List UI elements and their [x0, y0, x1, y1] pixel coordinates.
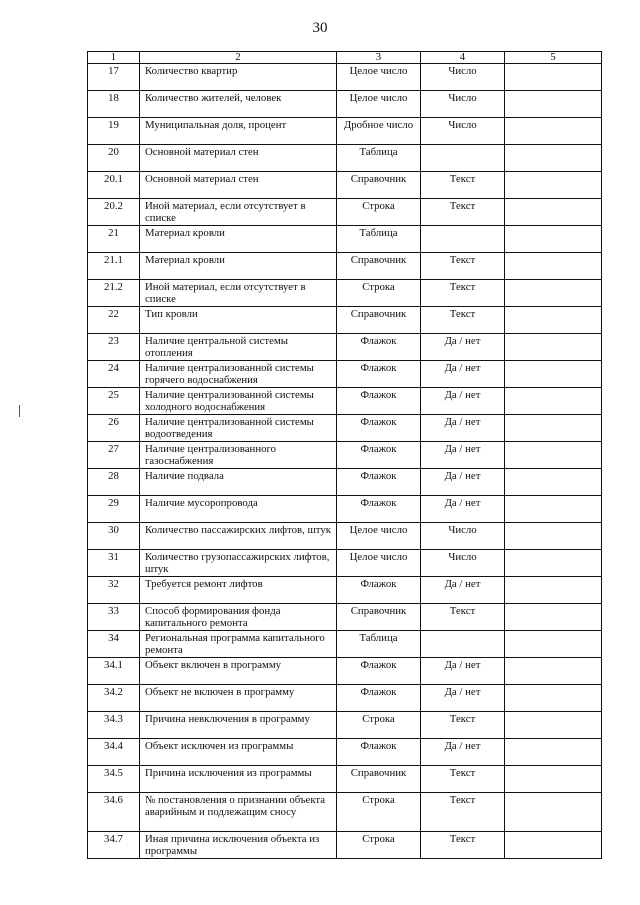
- cell-note: [505, 685, 602, 712]
- cell-format: Текст: [421, 172, 505, 199]
- cell-type: Дробное число: [337, 118, 421, 145]
- column-header: 2: [140, 52, 337, 64]
- cell-number: 32: [88, 577, 140, 604]
- cell-name: Количество жителей, человек: [140, 91, 337, 118]
- cell-name: Количество пассажирских лифтов, штук: [140, 523, 337, 550]
- cell-type: Флажок: [337, 658, 421, 685]
- cell-note: [505, 64, 602, 91]
- cell-number: 33: [88, 604, 140, 631]
- cell-name: Региональная программа капитального ремонта: [140, 631, 337, 658]
- cell-format: [421, 631, 505, 658]
- table-row: [88, 226, 602, 253]
- cell-name: Наличие централизованной системы холодного водоснабжения: [140, 388, 337, 415]
- cell-format: Текст: [421, 832, 505, 859]
- table-row: [88, 280, 602, 307]
- cell-type: Флажок: [337, 469, 421, 496]
- cell-name: Способ формирования фонда капитального ремонта: [140, 604, 337, 631]
- table-row: [88, 91, 602, 118]
- cell-number: 21.1: [88, 253, 140, 280]
- table-body: [88, 64, 602, 859]
- cell-note: [505, 145, 602, 172]
- cell-format: Да / нет: [421, 334, 505, 361]
- table-row: [88, 199, 602, 226]
- cell-name: Иной материал, если отсутствует в списке: [140, 280, 337, 307]
- cell-number: 34: [88, 631, 140, 658]
- cell-type: Флажок: [337, 496, 421, 523]
- cell-format: Да / нет: [421, 415, 505, 442]
- cell-type: Целое число: [337, 523, 421, 550]
- cell-format: Да / нет: [421, 442, 505, 469]
- cell-note: [505, 199, 602, 226]
- cell-name: Причина исключения из программы: [140, 766, 337, 793]
- cell-type: Флажок: [337, 388, 421, 415]
- cell-format: Число: [421, 91, 505, 118]
- cell-name: № постановления о признании объекта аварийным и подлежащим сносу: [140, 793, 337, 832]
- column-header: 3: [337, 52, 421, 64]
- cell-name: Наличие подвала: [140, 469, 337, 496]
- cell-format: Текст: [421, 280, 505, 307]
- header-row: [88, 52, 602, 64]
- cell-name: Основной материал стен: [140, 145, 337, 172]
- cell-name: Тип кровли: [140, 307, 337, 334]
- cell-type: Флажок: [337, 334, 421, 361]
- cell-type: Строка: [337, 199, 421, 226]
- cell-note: [505, 388, 602, 415]
- cell-format: Текст: [421, 307, 505, 334]
- cell-name: Наличие мусоропровода: [140, 496, 337, 523]
- cell-note: [505, 739, 602, 766]
- cell-number: 22: [88, 307, 140, 334]
- cell-note: [505, 226, 602, 253]
- cell-note: [505, 631, 602, 658]
- margin-mark: [19, 405, 20, 417]
- cell-type: Флажок: [337, 361, 421, 388]
- table-row: [88, 739, 602, 766]
- cell-name: Наличие централизованной системы горячего водоснабжения: [140, 361, 337, 388]
- table-row: [88, 469, 602, 496]
- cell-note: [505, 442, 602, 469]
- cell-name: Наличие централизованной системы водоотведения: [140, 415, 337, 442]
- cell-note: [505, 496, 602, 523]
- cell-number: 34.3: [88, 712, 140, 739]
- cell-format: Число: [421, 64, 505, 91]
- cell-number: 31: [88, 550, 140, 577]
- cell-type: Флажок: [337, 739, 421, 766]
- cell-format: [421, 145, 505, 172]
- cell-note: [505, 172, 602, 199]
- column-header: 1: [88, 52, 140, 64]
- cell-note: [505, 523, 602, 550]
- cell-note: [505, 469, 602, 496]
- cell-note: [505, 793, 602, 832]
- table-row: [88, 496, 602, 523]
- cell-format: Текст: [421, 766, 505, 793]
- cell-number: 21.2: [88, 280, 140, 307]
- cell-note: [505, 832, 602, 859]
- table-row: [88, 415, 602, 442]
- cell-format: Текст: [421, 793, 505, 832]
- cell-type: Справочник: [337, 766, 421, 793]
- cell-format: Да / нет: [421, 388, 505, 415]
- cell-type: Строка: [337, 280, 421, 307]
- cell-type: Строка: [337, 832, 421, 859]
- table-row: [88, 631, 602, 658]
- cell-note: [505, 604, 602, 631]
- cell-type: Таблица: [337, 226, 421, 253]
- table-row: [88, 64, 602, 91]
- cell-number: 24: [88, 361, 140, 388]
- table-row: [88, 442, 602, 469]
- cell-number: 27: [88, 442, 140, 469]
- table-row: [88, 118, 602, 145]
- cell-format: Текст: [421, 604, 505, 631]
- table-row: [88, 658, 602, 685]
- table-row: [88, 172, 602, 199]
- cell-number: 34.4: [88, 739, 140, 766]
- cell-type: Справочник: [337, 307, 421, 334]
- cell-number: 34.2: [88, 685, 140, 712]
- cell-note: [505, 658, 602, 685]
- cell-format: Текст: [421, 253, 505, 280]
- cell-note: [505, 766, 602, 793]
- cell-format: Текст: [421, 712, 505, 739]
- table-row: [88, 361, 602, 388]
- cell-format: Да / нет: [421, 739, 505, 766]
- cell-number: 20.2: [88, 199, 140, 226]
- cell-format: Да / нет: [421, 361, 505, 388]
- cell-number: 25: [88, 388, 140, 415]
- cell-number: 21: [88, 226, 140, 253]
- cell-name: Наличие центральной системы отопления: [140, 334, 337, 361]
- cell-note: [505, 280, 602, 307]
- cell-format: Число: [421, 118, 505, 145]
- column-header: 4: [421, 52, 505, 64]
- table-row: [88, 712, 602, 739]
- cell-note: [505, 334, 602, 361]
- cell-number: 30: [88, 523, 140, 550]
- cell-note: [505, 361, 602, 388]
- table-row: [88, 253, 602, 280]
- cell-number: 19: [88, 118, 140, 145]
- table-row: [88, 832, 602, 859]
- cell-format: Да / нет: [421, 469, 505, 496]
- table-row: [88, 604, 602, 631]
- cell-type: Целое число: [337, 64, 421, 91]
- cell-type: Флажок: [337, 442, 421, 469]
- table-row: [88, 685, 602, 712]
- cell-number: 23: [88, 334, 140, 361]
- cell-type: Строка: [337, 712, 421, 739]
- cell-type: Флажок: [337, 415, 421, 442]
- cell-number: 20: [88, 145, 140, 172]
- cell-note: [505, 118, 602, 145]
- cell-number: 20.1: [88, 172, 140, 199]
- cell-format: Да / нет: [421, 658, 505, 685]
- cell-number: 29: [88, 496, 140, 523]
- cell-type: Флажок: [337, 577, 421, 604]
- page-number: 30: [312, 20, 328, 36]
- table-row: [88, 388, 602, 415]
- cell-name: Муниципальная доля, процент: [140, 118, 337, 145]
- column-header: 5: [505, 52, 602, 64]
- cell-note: [505, 415, 602, 442]
- cell-note: [505, 577, 602, 604]
- cell-type: Справочник: [337, 172, 421, 199]
- cell-name: Иная причина исключения объекта из программы: [140, 832, 337, 859]
- cell-format: Число: [421, 523, 505, 550]
- cell-type: Целое число: [337, 550, 421, 577]
- cell-name: Объект исключен из программы: [140, 739, 337, 766]
- cell-name: Наличие централизованного газоснабжения: [140, 442, 337, 469]
- cell-number: 34.1: [88, 658, 140, 685]
- cell-type: Справочник: [337, 604, 421, 631]
- cell-note: [505, 307, 602, 334]
- cell-name: Количество квартир: [140, 64, 337, 91]
- cell-type: Строка: [337, 793, 421, 832]
- cell-name: Требуется ремонт лифтов: [140, 577, 337, 604]
- table-row: [88, 793, 602, 832]
- table-row: [88, 145, 602, 172]
- cell-number: 18: [88, 91, 140, 118]
- cell-number: 26: [88, 415, 140, 442]
- cell-name: Материал кровли: [140, 226, 337, 253]
- cell-note: [505, 91, 602, 118]
- cell-type: Таблица: [337, 631, 421, 658]
- table-row: [88, 307, 602, 334]
- table-row: [88, 550, 602, 577]
- cell-format: Да / нет: [421, 496, 505, 523]
- cell-name: Объект включен в программу: [140, 658, 337, 685]
- cell-number: 17: [88, 64, 140, 91]
- cell-number: 28: [88, 469, 140, 496]
- table-row: [88, 577, 602, 604]
- cell-type: Справочник: [337, 253, 421, 280]
- cell-format: Число: [421, 550, 505, 577]
- specification-table: [87, 51, 602, 859]
- cell-number: 34.5: [88, 766, 140, 793]
- table-row: [88, 766, 602, 793]
- cell-number: 34.7: [88, 832, 140, 859]
- cell-format: Да / нет: [421, 685, 505, 712]
- cell-name: Основной материал стен: [140, 172, 337, 199]
- cell-format: [421, 226, 505, 253]
- cell-type: Целое число: [337, 91, 421, 118]
- cell-note: [505, 253, 602, 280]
- cell-format: Да / нет: [421, 577, 505, 604]
- cell-type: Флажок: [337, 685, 421, 712]
- cell-name: Причина невключения в программу: [140, 712, 337, 739]
- cell-type: Таблица: [337, 145, 421, 172]
- cell-name: Объект не включен в программу: [140, 685, 337, 712]
- cell-note: [505, 712, 602, 739]
- cell-name: Иной материал, если отсутствует в списке: [140, 199, 337, 226]
- table-row: [88, 334, 602, 361]
- cell-number: 34.6: [88, 793, 140, 832]
- cell-name: Количество грузопассажирских лифтов, штук: [140, 550, 337, 577]
- cell-format: Текст: [421, 199, 505, 226]
- cell-name: Материал кровли: [140, 253, 337, 280]
- cell-note: [505, 550, 602, 577]
- table-row: [88, 523, 602, 550]
